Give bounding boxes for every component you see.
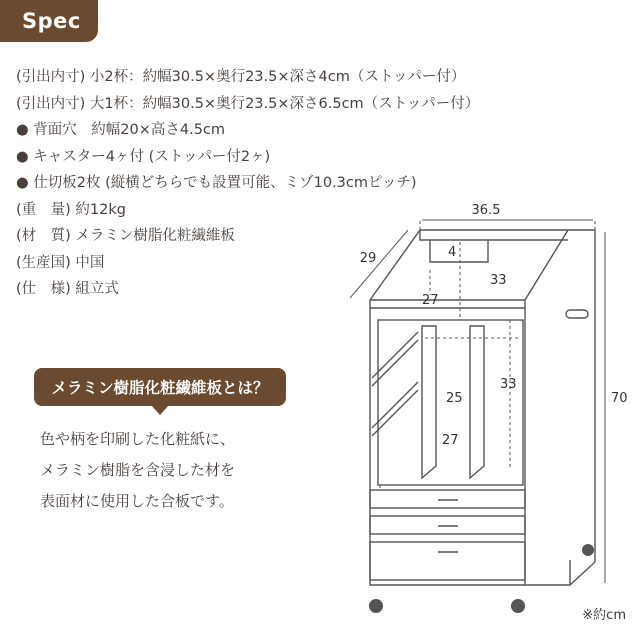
side-panel: [525, 230, 570, 585]
drawer-small-1: [370, 490, 525, 508]
unit-footnote: ※約cm: [582, 608, 626, 623]
dim-shelf-height: 33: [500, 377, 517, 392]
caster: [369, 599, 383, 613]
wagon-diagram: [330, 200, 630, 620]
divider-right: [470, 326, 484, 478]
spec-heading: Spec: [0, 0, 98, 42]
spec-line-origin: (生産国) 中国: [16, 254, 105, 271]
side-handle: [566, 310, 588, 318]
dim-height: 70: [611, 391, 628, 406]
dim-width: 36.5: [471, 203, 501, 218]
drawer-large: [370, 542, 525, 580]
spec-line-back-hole: ● 背面穴 約幅20×高さ4.5cm: [16, 122, 226, 138]
dim-divider-width: 25: [446, 391, 463, 406]
dim-top-inner-width: 33: [490, 273, 507, 288]
spec-line-small-drawer: (引出内寸) 小2杯：約幅30.5×奥行23.5×深さ4cm（ストッパー付）: [16, 69, 466, 85]
dim-divider-depth: 27: [442, 433, 459, 448]
top-tray: [370, 230, 568, 308]
qa-answer-line: メラミン樹脂を含浸した材を: [40, 461, 236, 479]
spec-line-material: (材 質) メラミン樹脂化粧繊維板: [16, 228, 235, 244]
cabinet-outline: [370, 230, 595, 585]
divider-left: [422, 326, 436, 478]
qa-answer: [40, 424, 320, 517]
back-hole-outline: [430, 240, 488, 262]
casters: [369, 544, 594, 613]
spec-line-large-drawer: (引出内寸) 大1杯：約幅30.5×奥行23.5×深さ6.5cm（ストッパー付）: [16, 95, 480, 112]
qa-question-banner: メラミン樹脂化粧繊維板とは？: [34, 368, 286, 406]
left-rail: [372, 332, 418, 436]
drawer-small-2: [370, 516, 525, 534]
dim-depth: 29: [359, 251, 377, 266]
spec-line-assembly: (仕 様) 組立式: [16, 281, 119, 297]
spec-line-casters: ● キャスター4ヶ付 (ストッパー付2ヶ): [16, 148, 271, 165]
qa-answer-line: 表面材に使用した合板です。: [40, 492, 234, 510]
spec-line-dividers: ● 仕切板2枚 (縦横どちらでも設置可能、ミゾ10.3cmピッチ): [16, 175, 417, 191]
caster: [511, 599, 525, 613]
spec-line-weight: (重 量) 約12kg: [16, 201, 126, 218]
dim-top-inner-depth: 27: [422, 293, 439, 308]
dim-back-hole: 4: [448, 245, 457, 260]
caster: [582, 544, 594, 556]
qa-answer-line: 色や柄を印刷した化粧紙に、: [40, 430, 236, 448]
